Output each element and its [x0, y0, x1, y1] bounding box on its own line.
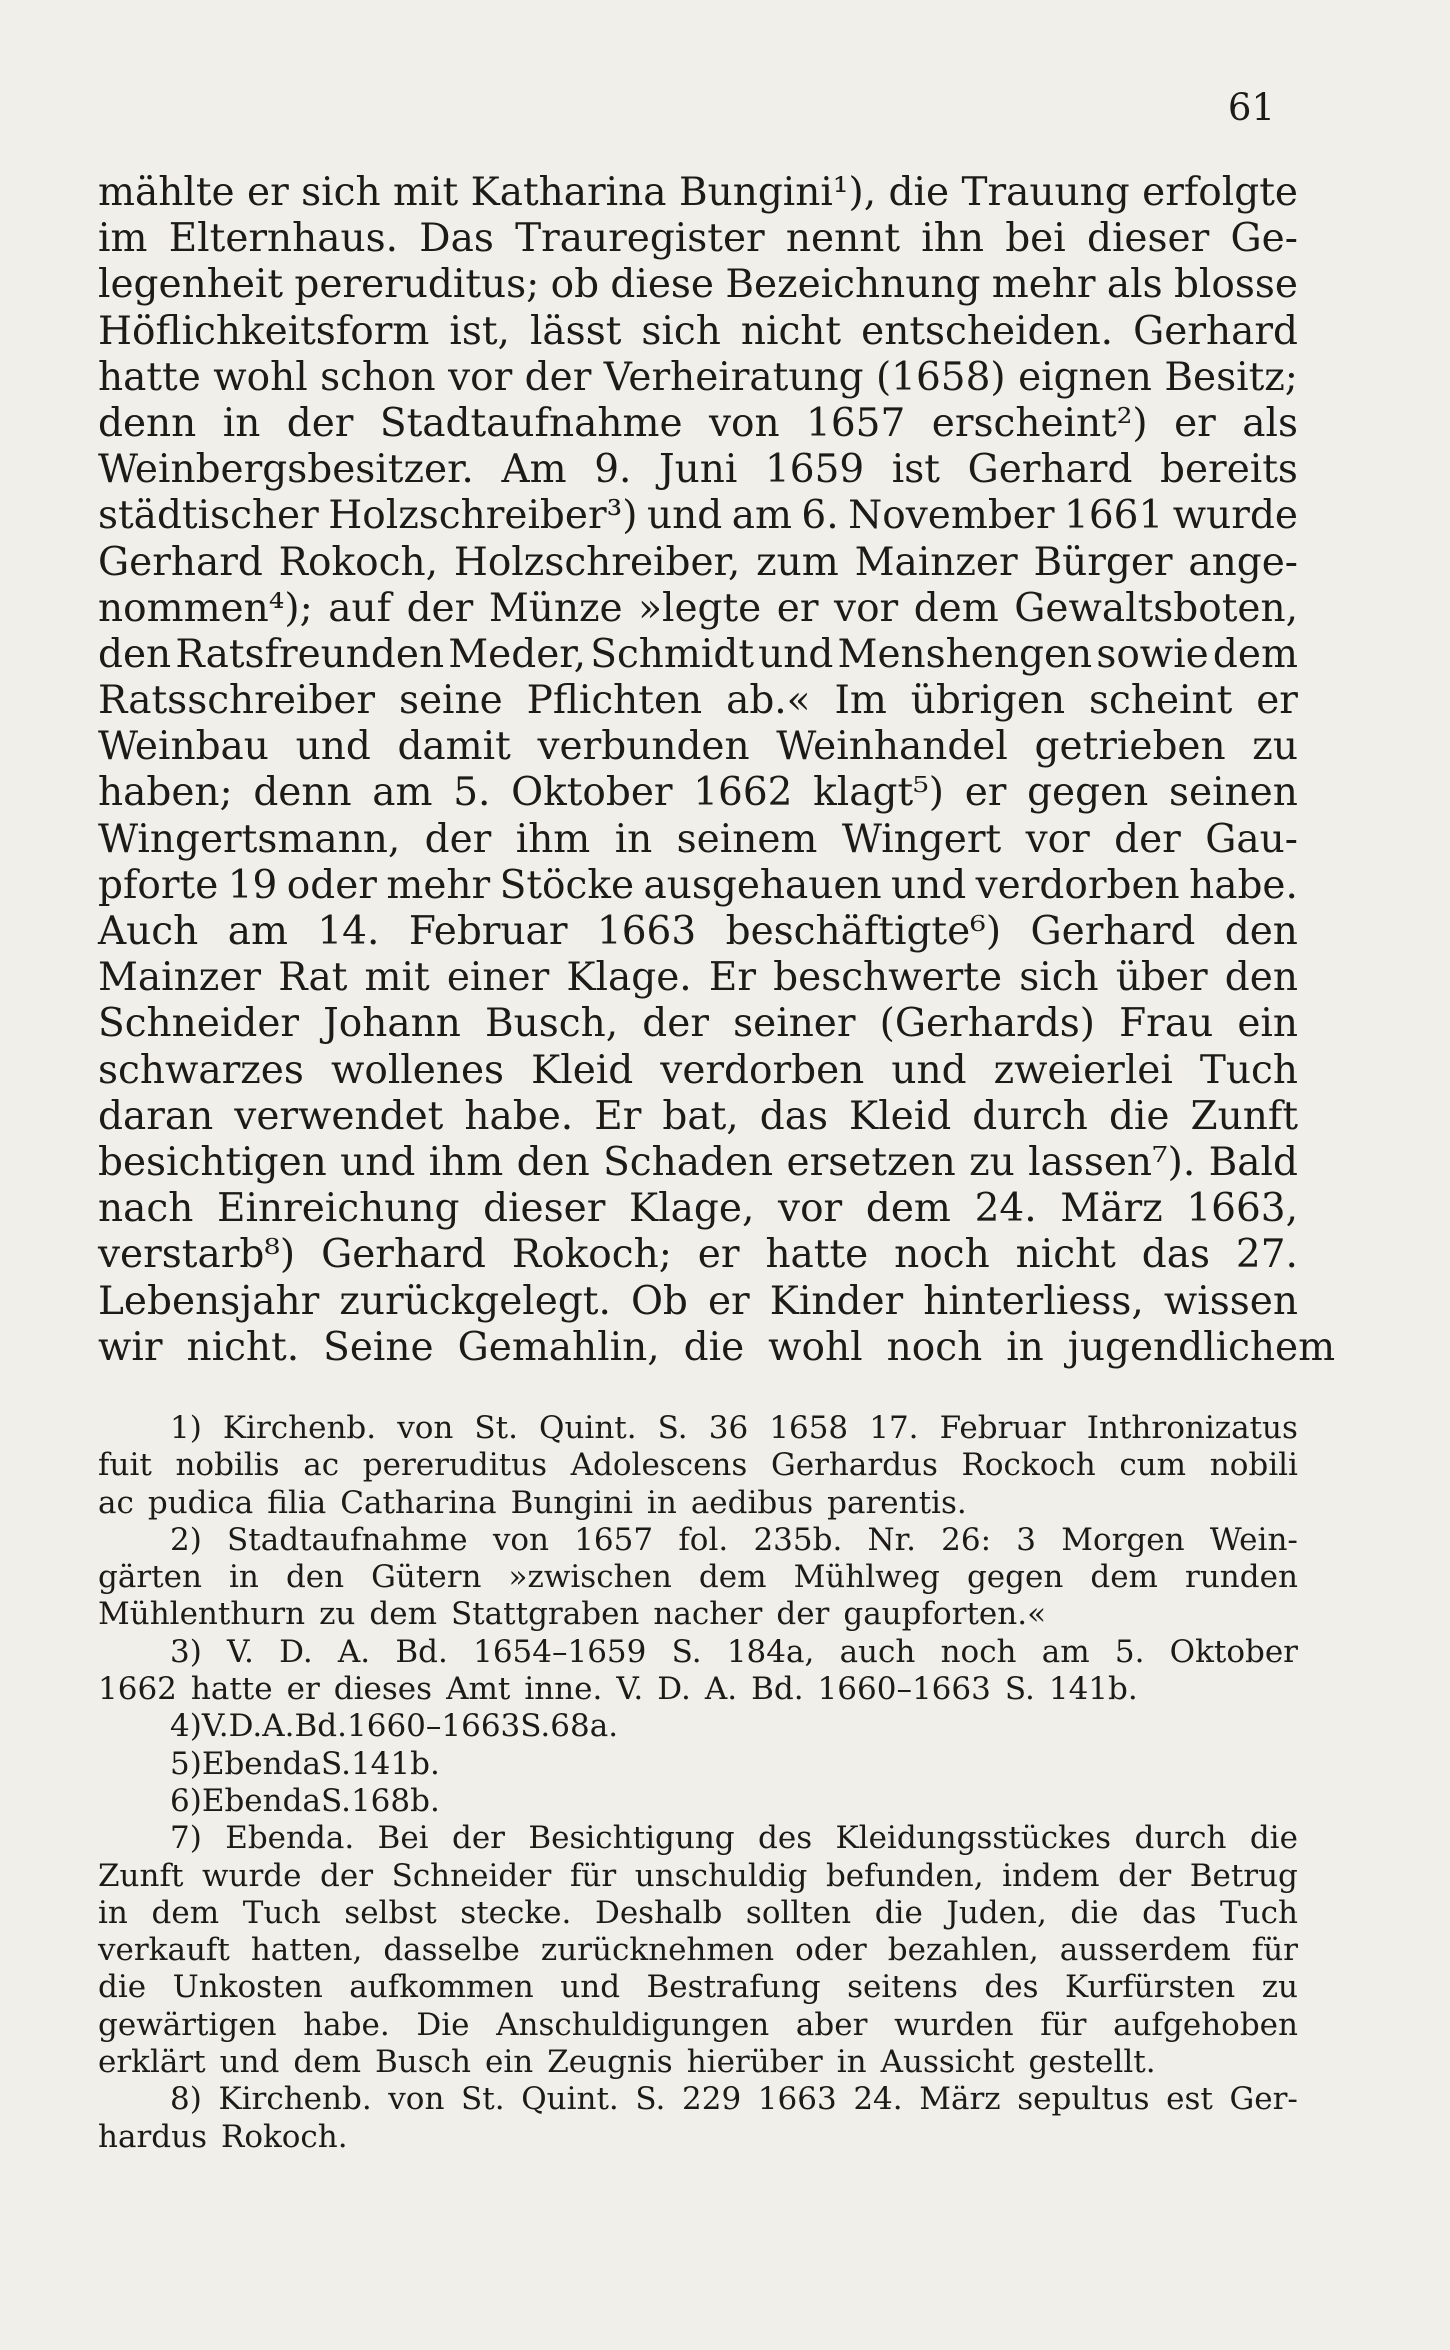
footnote-line: in dem Tuch selbst stecke. Deshalb sollten die Juden, die das Tuch [98, 1894, 1298, 1931]
footnote-line: 3) V. D. A. Bd. 1654–1659 S. 184a, auch noch am 5. Oktober [170, 1633, 1298, 1670]
footnote-line: verkauft hatten, dasselbe zurücknehmen oder bezahlen, ausserdem für [98, 1932, 1298, 1969]
footnote-7 [98, 1820, 1298, 2081]
footnote-line: 7) Ebenda. Bei der Besichtigung des Kleidungsstückes durch die [170, 1820, 1298, 1857]
body-line: Ratsschreiber seine Pflichten ab.« Im übrigen scheint er [98, 678, 1298, 724]
body-line: verstarb⁸) Gerhard Rokoch; er hatte noch nicht das 27. [98, 1232, 1298, 1278]
page-number: 61 [1227, 86, 1275, 129]
footnote-line: 2) Stadtaufnahme von 1657 fol. 235b. Nr. 26: 3 Morgen Wein- [170, 1521, 1298, 1558]
footnote-line: 8) Kirchenb. von St. Quint. S. 229 1663 24. März sepultus est Ger- [170, 2081, 1298, 2118]
body-line: Auch am 14. Februar 1663 beschäftigte⁶) Gerhard den [98, 909, 1298, 954]
footnotes [98, 1410, 1298, 2156]
body-line: den Ratsfreunden Meder, Schmidt und Menshengen sowie dem [98, 631, 1298, 677]
footnote-6 [98, 1783, 1298, 1820]
footnote-4 [98, 1708, 1298, 1745]
body-line: im Elternhaus. Das Trauregister nennt ihn bei dieser Ge- [98, 216, 1298, 262]
body-line: pforte 19 oder mehr Stöcke ausgehauen und verdorben habe. [98, 862, 1298, 908]
footnote-line: Mühlenthurn zu dem Stattgraben nacher der gaupforten.« [98, 1596, 1047, 1633]
footnote-1 [98, 1410, 1298, 1522]
footnote-line: 1662 hatte er dieses Amt inne. V. D. A. Bd. 1660–1663 S. 141b. [98, 1671, 1138, 1708]
body-line: städtischer Holzschreiber³) und am 6. November 1661 wurde [98, 493, 1298, 539]
body-line: wir nicht. Seine Gemahlin, die wohl noch in jugendlichem [98, 1324, 1336, 1370]
footnote-line: gärten in den Gütern »zwischen dem Mühlweg gegen dem runden [98, 1559, 1298, 1596]
footnote-line: 5) Ebenda S. 141b. [170, 1745, 440, 1782]
body-line: legenheit pereruditus; ob diese Bezeichnung mehr als blosse [98, 262, 1298, 308]
body-line: schwarzes wollenes Kleid verdorben und zweierlei Tuch [98, 1047, 1298, 1093]
footnote-2 [98, 1522, 1298, 1634]
body-text [98, 170, 1336, 1371]
footnote-line: gewärtigen habe. Die Anschuldigungen aber wurden für aufgehoben [98, 2006, 1298, 2043]
body-line: haben; denn am 5. Oktober 1662 klagt⁵) er gegen seinen [98, 770, 1298, 816]
body-line: hatte wohl schon vor der Verheiratung (1658) eignen Besitz; [98, 354, 1298, 400]
footnote-3 [98, 1634, 1298, 1709]
body-line: Höflichkeitsform ist, lässt sich nicht entscheiden. Gerhard [98, 308, 1298, 354]
footnote-line: die Unkosten aufkommen und Bestrafung seitens des Kurfürsten zu [98, 1969, 1298, 2006]
body-line: nach Einreichung dieser Klage, vor dem 24. März 1663, [98, 1186, 1298, 1232]
body-line: nommen⁴); auf der Münze »legte er vor dem Gewaltsboten, [98, 585, 1298, 631]
footnote-line: Zunft wurde der Schneider für unschuldig befunden, indem der Betrug [98, 1857, 1298, 1894]
footnote-5 [98, 1746, 1298, 1783]
footnote-line: 4) V. D. A. Bd. 1660–1663 S. 68a. [170, 1708, 619, 1745]
body-line: Weinbau und damit verbunden Weinhandel getrieben zu [98, 724, 1298, 770]
body-line: Schneider Johann Busch, der seiner (Gerhards) Frau ein [98, 1001, 1298, 1047]
footnote-line: fuit nobilis ac pereruditus Adolescens Gerhardus Rockoch cum nobili [98, 1447, 1298, 1484]
footnote-line: erklärt und dem Busch ein Zeugnis hierüber in Aussicht gestellt. [98, 2044, 1156, 2081]
body-line: mählte er sich mit Katharina Bungini¹), die Trauung erfolgte [98, 170, 1298, 215]
body-line: denn in der Stadtaufnahme von 1657 erscheint²) er als [98, 400, 1298, 446]
body-line: Wingertsmann, der ihm in seinem Wingert vor der Gau- [98, 816, 1298, 862]
body-line: Lebensjahr zurückgelegt. Ob er Kinder hinterliess, wissen [98, 1278, 1298, 1324]
body-line: Mainzer Rat mit einer Klage. Er beschwerte sich über den [98, 955, 1298, 1001]
body-line: besichtigen und ihm den Schaden ersetzen zu lassen⁷). Bald [98, 1139, 1298, 1185]
footnote-line: 1) Kirchenb. von St. Quint. S. 36 1658 17. Februar Inthronizatus [170, 1410, 1298, 1446]
footnote-8 [98, 2081, 1298, 2156]
footnote-line: hardus Rokoch. [98, 2118, 348, 2155]
body-line: Weinbergsbesitzer. Am 9. Juni 1659 ist Gerhard bereits [98, 447, 1298, 493]
footnote-line: 6) Ebenda S. 168b. [170, 1782, 440, 1819]
footnote-line: ac pudica filia Catharina Bungini in aedibus parentis. [98, 1484, 967, 1521]
body-line: daran verwendet habe. Er bat, das Kleid durch die Zunft [98, 1093, 1298, 1139]
body-line: Gerhard Rokoch, Holzschreiber, zum Mainzer Bürger ange- [98, 539, 1298, 585]
